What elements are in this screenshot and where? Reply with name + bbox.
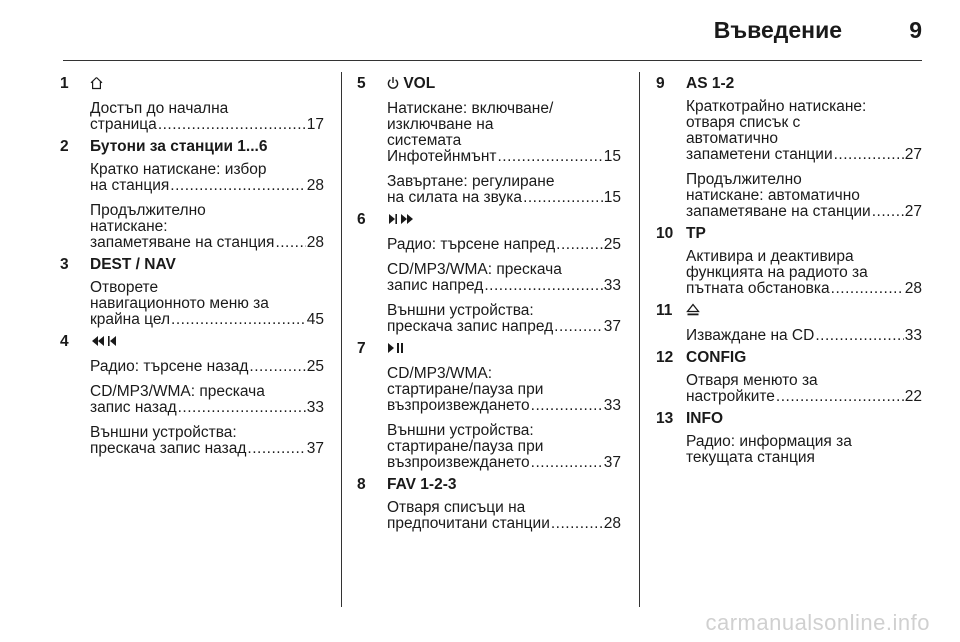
index-line	[90, 312, 324, 328]
legend-entry	[357, 341, 621, 471]
index-text: прескача запис напред	[387, 318, 554, 335]
legend-entry	[656, 350, 922, 405]
entry-title-text: INFO	[686, 410, 724, 427]
entry-title-text: FAV 1-2-3	[387, 476, 457, 493]
entry-title-text: AS 1-2	[686, 75, 735, 92]
index-text: Изваждане на CD	[686, 327, 815, 344]
page-ref: 15	[603, 148, 621, 165]
description-line: Външни устройства:	[90, 424, 237, 441]
dot-leader	[249, 359, 305, 375]
description-line: системата	[387, 132, 462, 149]
entry-title	[90, 76, 324, 94]
page-ref: 17	[306, 116, 324, 133]
description-item	[387, 423, 621, 471]
description-line: Отворете	[90, 279, 159, 296]
description-line: Продължително	[686, 171, 802, 188]
watermark: carmanualsonline.info	[705, 610, 930, 635]
description-item	[90, 359, 324, 375]
entry-title	[90, 139, 324, 155]
page-title: Въведение	[713, 17, 842, 43]
entry-description	[90, 162, 324, 251]
entry-number: 4	[60, 333, 69, 350]
entry-title-text: TP	[686, 225, 706, 242]
entry-description	[90, 280, 324, 328]
page-ref: 45	[306, 311, 324, 328]
entry-description	[387, 101, 621, 206]
description-item	[686, 434, 922, 466]
index-text: Инфотейнмънт	[387, 148, 497, 165]
column-1	[60, 76, 324, 457]
index-text: възпроизвеждането	[387, 454, 530, 471]
description-item	[686, 373, 922, 405]
index-line	[387, 237, 621, 253]
description-item	[387, 366, 621, 414]
entry-number: 3	[60, 256, 69, 273]
entry-description	[387, 500, 621, 532]
description-item	[90, 162, 324, 194]
dot-leader	[831, 281, 904, 297]
description-line: функцията на радиото за	[686, 264, 868, 281]
power-icon	[387, 76, 399, 94]
index-line	[387, 190, 621, 206]
index-text: пътната обстановка	[686, 280, 830, 297]
description-line: навигационното меню за	[90, 295, 269, 312]
description-line: автоматично	[686, 130, 779, 147]
index-text: настройките	[686, 388, 775, 405]
entry-title	[90, 257, 324, 273]
index-line	[686, 281, 922, 297]
seek-forward-icon	[387, 212, 417, 230]
description-item	[686, 328, 922, 344]
description-line: текущата станция	[686, 449, 815, 466]
index-line	[387, 455, 621, 471]
home-icon	[90, 76, 103, 94]
entry-description	[90, 101, 324, 133]
index-line	[387, 149, 621, 165]
page-ref: 15	[603, 189, 621, 206]
legend-entry	[357, 76, 621, 206]
entry-number: 13	[656, 410, 674, 427]
dot-leader	[484, 278, 602, 294]
description-line: Кратко натискане: избор	[90, 161, 267, 178]
dot-leader	[531, 398, 603, 414]
seek-back-icon	[90, 334, 120, 352]
page-ref: 28	[603, 515, 621, 532]
column-divider	[341, 72, 342, 607]
legend-entry	[60, 139, 324, 251]
index-text: крайна цел	[90, 311, 171, 328]
entry-title	[387, 341, 621, 359]
index-text: страница	[90, 116, 157, 133]
description-line: Краткотрайно натискане:	[686, 98, 867, 115]
description-item	[686, 172, 922, 220]
legend-entry	[656, 411, 922, 466]
description-line: Отваря списъци на	[387, 499, 526, 516]
entry-title	[387, 477, 621, 493]
entry-number: 12	[656, 349, 674, 366]
description-line: натискане:	[90, 218, 168, 235]
entry-number: 7	[357, 340, 366, 357]
description-line: Продължително	[90, 202, 206, 219]
entry-number: 10	[656, 225, 674, 242]
description-item	[387, 101, 621, 165]
entry-title-text: DEST / NAV	[90, 256, 176, 273]
entry-number: 9	[656, 75, 665, 92]
index-line	[90, 178, 324, 194]
description-line: Активира и деактивира	[686, 248, 854, 265]
entry-number: 2	[60, 138, 69, 155]
legend-entry	[60, 76, 324, 133]
entry-description	[686, 328, 922, 344]
entry-title	[686, 226, 922, 242]
eject-icon	[686, 303, 700, 321]
description-line: стартиране/пауза при	[387, 438, 544, 455]
description-line: Външни устройства:	[387, 302, 534, 319]
index-text: запис назад	[90, 399, 177, 416]
index-line	[387, 398, 621, 414]
entry-title	[686, 350, 922, 366]
dot-leader	[247, 441, 305, 457]
index-text: запаметяване на станция	[90, 234, 275, 251]
entry-description	[387, 366, 621, 471]
page-ref: 33	[306, 399, 324, 416]
index-text: предпочитани станции	[387, 515, 550, 532]
index-line	[90, 400, 324, 416]
description-item	[90, 384, 324, 416]
index-text: запис напред	[387, 277, 484, 294]
index-line	[90, 117, 324, 133]
entry-description	[686, 373, 922, 405]
description-item	[387, 237, 621, 253]
page-ref: 25	[603, 236, 621, 253]
description-line: CD/MP3/WMA: прескача	[387, 261, 562, 278]
description-item	[387, 174, 621, 206]
description-item	[387, 303, 621, 335]
index-text: на станция	[90, 177, 170, 194]
index-line	[686, 147, 922, 163]
legend-entry	[656, 76, 922, 220]
dot-leader	[275, 235, 305, 251]
dot-leader	[523, 190, 603, 206]
entry-title	[686, 411, 922, 427]
description-line: стартиране/пауза при	[387, 381, 544, 398]
index-line	[387, 516, 621, 532]
play-pause-icon	[387, 341, 405, 359]
page-number: 9	[909, 17, 922, 43]
dot-leader	[834, 147, 904, 163]
description-item	[90, 280, 324, 328]
index-line	[387, 319, 621, 335]
page-ref: 25	[306, 358, 324, 375]
page-ref: 37	[603, 454, 621, 471]
entry-number: 5	[357, 75, 366, 92]
page-ref: 33	[904, 327, 922, 344]
index-text: възпроизвеждането	[387, 397, 530, 414]
description-line: Външни устройства:	[387, 422, 534, 439]
index-line	[686, 328, 922, 344]
index-text: прескача запис назад	[90, 440, 247, 457]
index-text: Радио: търсене напред	[387, 236, 556, 253]
dot-leader	[815, 328, 903, 344]
page-ref: 28	[306, 177, 324, 194]
description-line: Достъп до начална	[90, 100, 229, 117]
description-line: натискане: автоматично	[686, 187, 860, 204]
column-2	[357, 76, 621, 532]
entry-description	[90, 359, 324, 457]
description-item	[686, 99, 922, 163]
entry-title	[90, 334, 324, 352]
entry-title-text: Бутони за станции 1...6	[90, 138, 268, 155]
entry-title-text: CONFIG	[686, 349, 747, 366]
entry-description	[686, 434, 922, 466]
page-ref: 28	[306, 234, 324, 251]
description-item	[90, 425, 324, 457]
description-line: Завъртане: регулиране	[387, 173, 555, 190]
entry-number: 11	[656, 302, 673, 319]
description-item	[90, 203, 324, 251]
description-line: Отваря менюто за	[686, 372, 818, 389]
entry-number: 1	[60, 75, 69, 92]
column-divider	[639, 72, 640, 607]
index-line	[90, 359, 324, 375]
description-line: CD/MP3/WMA: прескача	[90, 383, 265, 400]
description-item	[387, 262, 621, 294]
index-text: запаметяване на станции	[686, 203, 871, 220]
index-text: Радио: търсене назад	[90, 358, 249, 375]
index-line	[686, 204, 922, 220]
page-ref: 33	[603, 277, 621, 294]
entry-number: 6	[357, 211, 366, 228]
dot-leader	[498, 149, 603, 165]
entry-number: 8	[357, 476, 366, 493]
entry-title	[686, 303, 922, 321]
dot-leader	[872, 204, 904, 220]
dot-leader	[776, 389, 904, 405]
dot-leader	[551, 516, 603, 532]
page-ref: 28	[904, 280, 922, 297]
description-item	[387, 500, 621, 532]
entry-title-text: VOL	[403, 75, 436, 92]
index-line	[90, 235, 324, 251]
entry-description	[387, 237, 621, 335]
page-ref: 27	[904, 203, 922, 220]
description-item	[90, 101, 324, 133]
entry-description	[686, 249, 922, 297]
index-line	[686, 389, 922, 405]
page-ref: 37	[603, 318, 621, 335]
header-divider	[63, 60, 922, 61]
page-ref: 22	[904, 388, 922, 405]
page-ref: 33	[603, 397, 621, 414]
index-text: на силата на звука	[387, 189, 523, 206]
dot-leader	[531, 455, 603, 471]
page-ref: 27	[904, 146, 922, 163]
dot-leader	[178, 400, 306, 416]
index-text: запаметени станции	[686, 146, 833, 163]
legend-entry	[357, 212, 621, 335]
dot-leader	[171, 312, 306, 328]
description-line: отваря списък с	[686, 114, 801, 131]
index-line	[90, 441, 324, 457]
description-line: Натискане: включване/	[387, 100, 554, 117]
column-3	[656, 76, 922, 466]
legend-entry	[656, 303, 922, 344]
entry-title	[686, 76, 922, 92]
legend-entry	[60, 257, 324, 328]
legend-entry	[656, 226, 922, 297]
entry-title	[387, 212, 621, 230]
index-line	[387, 278, 621, 294]
dot-leader	[158, 117, 306, 133]
description-line: изключване на	[387, 116, 494, 133]
dot-leader	[170, 178, 305, 194]
entry-title	[387, 76, 621, 94]
description-line: CD/MP3/WMA:	[387, 365, 493, 382]
dot-leader	[556, 237, 603, 253]
entry-description	[686, 99, 922, 220]
dot-leader	[554, 319, 603, 335]
description-item	[686, 249, 922, 297]
page-ref: 37	[306, 440, 324, 457]
legend-entry	[60, 334, 324, 457]
legend-entry	[357, 477, 621, 532]
description-line: Радио: информация за	[686, 433, 852, 450]
